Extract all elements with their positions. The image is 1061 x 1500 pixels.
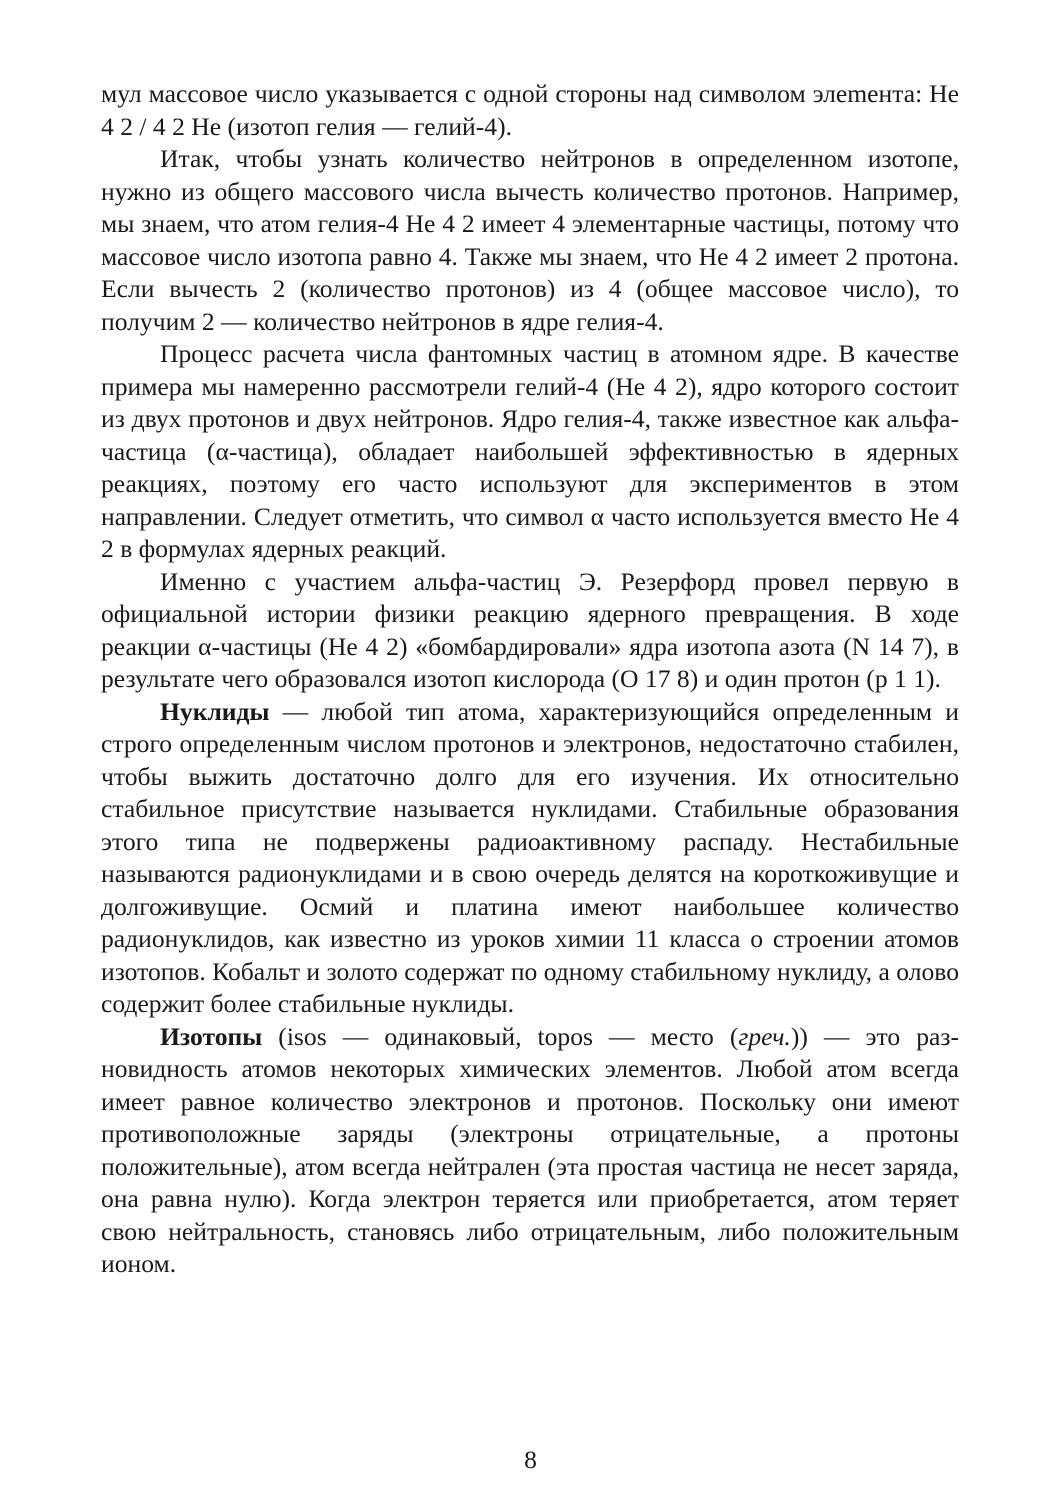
greek-abbreviation: греч. xyxy=(738,1021,791,1051)
page-body xyxy=(101,78,959,1281)
isotopes-etymology: (isos — одинаковый, topos — место ( xyxy=(262,1021,739,1051)
page-number: 8 xyxy=(524,1445,537,1474)
paragraph-nuclides xyxy=(101,696,959,1021)
paragraph-neutron-count: Итак, чтобы узнать количество нейтронов в определенном изотопе, нужно из общего массового числа вычесть количество протонов. Например, мы знаем, что атом гелия-4 He 4 2 имеет 4 элементарные частицы, потому что массовое число изотопа равно 4. Также мы знаем, что He 4 2 имеет 2 протона. Если вычесть 2 (количество протонов) из 4 (общее массовое число), то получим 2 — количество нейтронов в ядре гелия-4. xyxy=(101,144,959,336)
isotopes-definition: )) — это разновидность атомов некоторых химических элементов. Любой атом всегда имеет равное количество электронов и протонов. Поскольку они имеют противоположные заряды (электроны отрицательные, а протоны положительные), атом всегда нейтрален (эта простая частица не несет заряда, она равна нулю). Когда электрон теряется или приобретается, атом теряет свою нейтральность, становясь либо отрицательным, либо положительным ионом. xyxy=(101,1021,959,1278)
term-nuclides: Нуклиды xyxy=(160,696,270,726)
term-isotopes: Изотопы xyxy=(160,1021,263,1051)
paragraph-rutherford: Именно с участием альфа-частиц Э. Резерфорд провел первую в официальной истории физики реакцию ядерного превращения. В ходе реакции α-частицы (He 4 2) «бомбардировали» ядра изотопа азота (N 14 7), в результате чего образовался изотоп кислорода (O 17 8) и один протон (p 1 1). xyxy=(101,566,959,693)
nuclides-definition: — любой тип атома, характеризующийся определенным и строго определенным числом протонов и электронов, недостаточно стабилен, чтобы выжить достаточно долго для его изучения. Их относительно стабильное присутствие называется нуклидами. Стабильные образования этого типа не подвержены радиоактивному распаду. Нестабильные называются радионуклидами и в свою очередь делятся на короткоживущие и долгоживущие. Осмий и платина имеют наибольшее количество радионуклидов, как известно из уроков химии 11 класса о строении атомов изотопов. Кобальт и золото содержат по одному стабильному нуклиду, а олово содержит более стабильные нуклиды. xyxy=(101,696,959,1018)
paragraph-phantom-particles: Процесс расчета числа фантомных частиц в атомном ядре. В качестве примера мы намеренно рассмотрели гелий-4 (He 4 2), ядро которого состоит из двух протонов и двух нейтронов. Ядро гелия-4, также известное как альфа-частица (α-частица), обладает наибольшей эффективностью в ядерных реакциях, поэтому его часто используют для экспериментов в этом направлении. Следует отметить, что символ α часто используется вместо He 4 2 в формулах ядерных реакций. xyxy=(101,339,959,563)
paragraph-isotopes xyxy=(101,1021,959,1281)
paragraph-continuation: мул массовое число указывается с одной стороны над символом элеmента: He 4 2 / 4 2 He (изотоп гелия — гелий-4). xyxy=(101,79,959,141)
